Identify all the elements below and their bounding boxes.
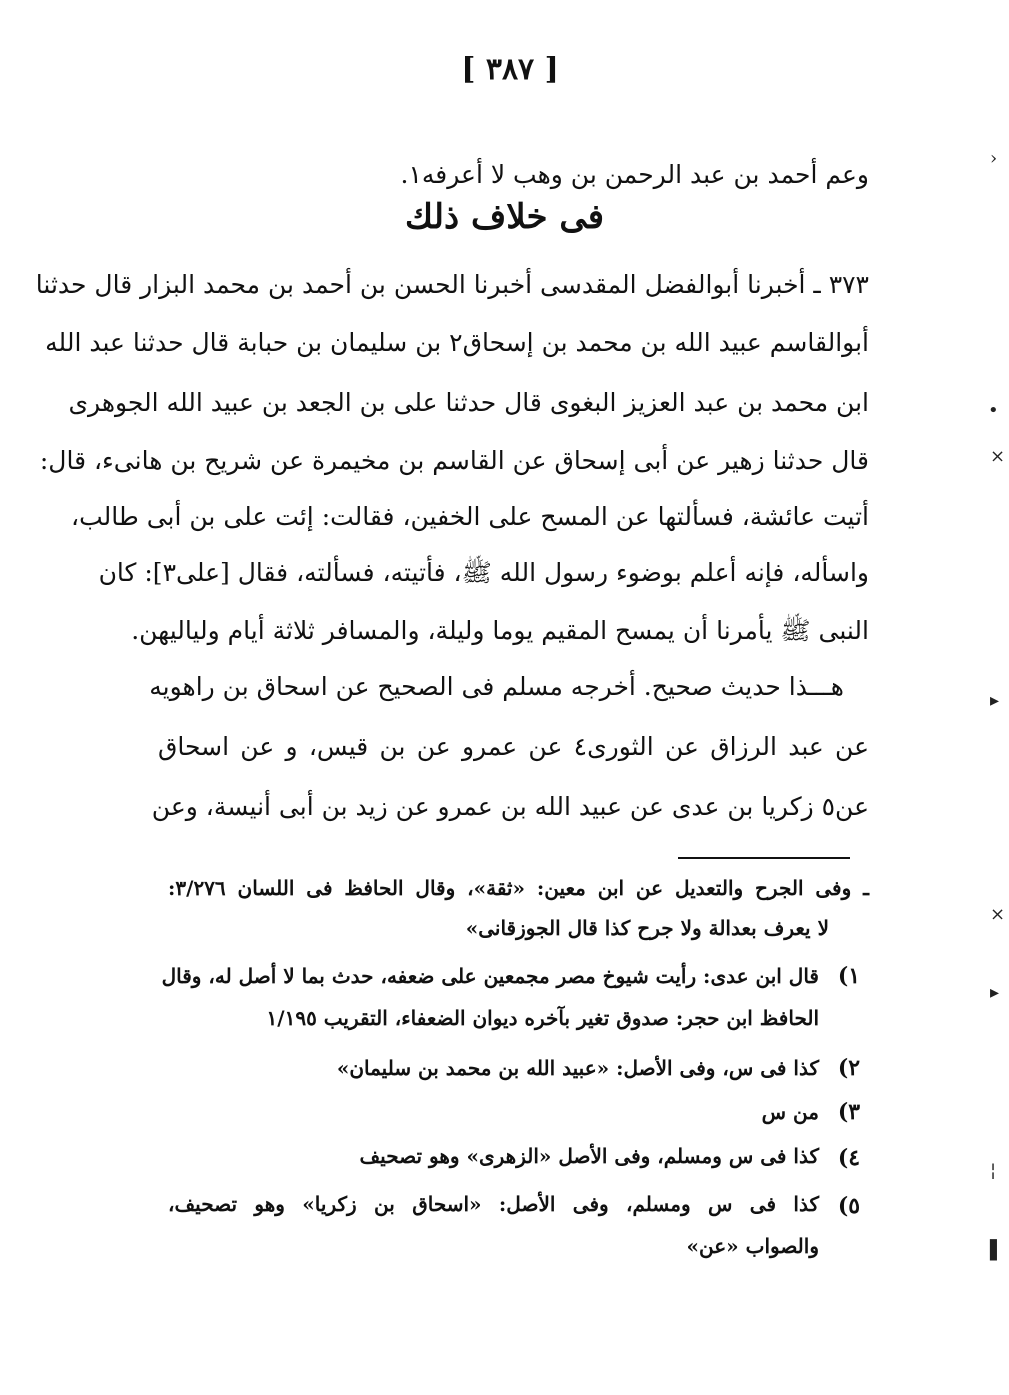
footnote-number: ١): [837, 963, 861, 989]
text-line: أتيت عائشة، فسألتها عن المسح على الخفين، فقالت: إئت على بن أبى طالب،: [71, 502, 869, 531]
footnote-line: من س: [761, 1100, 819, 1124]
scan-edge-mark: ▸: [990, 690, 1000, 711]
scan-edge-mark: ▌: [990, 1240, 1004, 1261]
footnote-number: ٤): [837, 1145, 861, 1171]
footnote-line: الحافظ ابن حجر: صدوق تغير بآخره ديوان الضعفاء، التقريب ١/١٩٥: [266, 1006, 819, 1030]
text-line: واسأله، فإنه أعلم بوضوء رسول الله ﷺ، فأتيته، فسألته، فقال [على٣]: كان: [98, 558, 869, 587]
section-heading: فى خلاف ذلك: [405, 197, 604, 237]
text-line: النبى ﷺ يأمرنا أن يمسح المقيم يوما وليلة، والمسافر ثلاثة أيام ولياليهن.: [131, 616, 869, 645]
scan-edge-mark: •: [988, 400, 999, 421]
footnote-line: كذا فى س ومسلم، وفى الأصل: «اسحاق بن زكريا» وهو تصحيف،: [168, 1192, 819, 1216]
text-line: أبوالقاسم عبيد الله بن محمد بن إسحاق٢ بن سليمان بن حبابة قال حدثنا عبد الله: [45, 328, 869, 357]
scan-edge-mark: ¦: [990, 1160, 997, 1181]
text-line: عن عبد الرزاق عن الثورى٤ عن عمرو عن بن قيس، و عن اسحاق: [158, 732, 869, 761]
text-line: قال حدثنا زهير عن أبى إسحاق عن القاسم بن مخيمرة عن شريح بن هانىء، قال:: [39, 446, 869, 475]
intro-line: وعم أحمد بن عبد الرحمن بن وهب لا أعرفه١.: [400, 160, 869, 189]
footnote-number: ٢): [837, 1055, 861, 1081]
footnote-line: ـ وفى الجرح والتعديل عن ابن معين: «ثقة»، وقال الحافظ فى اللسان ٣/٢٧٦:: [168, 876, 869, 900]
footnote-line: كذا فى س ومسلم، وفى الأصل «الزهرى» وهو تصحيف: [359, 1144, 819, 1168]
footnote-number: ٥): [837, 1193, 861, 1219]
footnote-divider: [678, 857, 850, 859]
footnote-number: ٣): [837, 1099, 861, 1125]
footnote-line: لا يعرف بعدالة ولا جرح كذا قال الجوزقانى»: [465, 916, 829, 940]
scan-edge-mark: ×: [990, 446, 1006, 467]
scan-edge-mark: ×: [990, 904, 1006, 925]
scan-edge-mark: ›: [990, 148, 998, 169]
footnote-line: كذا فى س، وفى الأصل: «عبيد الله بن محمد بن سليمان»: [336, 1056, 819, 1080]
footnote-line: والصواب «عن»: [686, 1234, 819, 1258]
text-line: ٣٧٣ ـ أخبرنا أبوالفضل المقدسى أخبرنا الحسن بن أحمد بن محمد البزار قال حدثنا: [35, 270, 869, 299]
text-line: هـــذا حديث صحيح. أخرجه مسلم فى الصحيح عن اسحاق بن راهويه: [149, 672, 844, 701]
text-line: ابن محمد بن عبد العزيز البغوى قال حدثنا على بن الجعد بن عبيد الله الجوهرى: [68, 388, 869, 417]
scan-edge-mark: ▸: [990, 982, 1000, 1003]
page-number: [ ٣٨٧ ]: [461, 52, 559, 87]
text-line: عن٥ زكريا بن عدى عن عبيد الله بن عمرو عن زيد بن أبى أنيسة، وعن: [151, 792, 869, 821]
footnote-line: قال ابن عدى: رأيت شيوخ مصر مجمعين على ضعفه، حدث بما لا أصل له، وقال: [161, 964, 819, 988]
